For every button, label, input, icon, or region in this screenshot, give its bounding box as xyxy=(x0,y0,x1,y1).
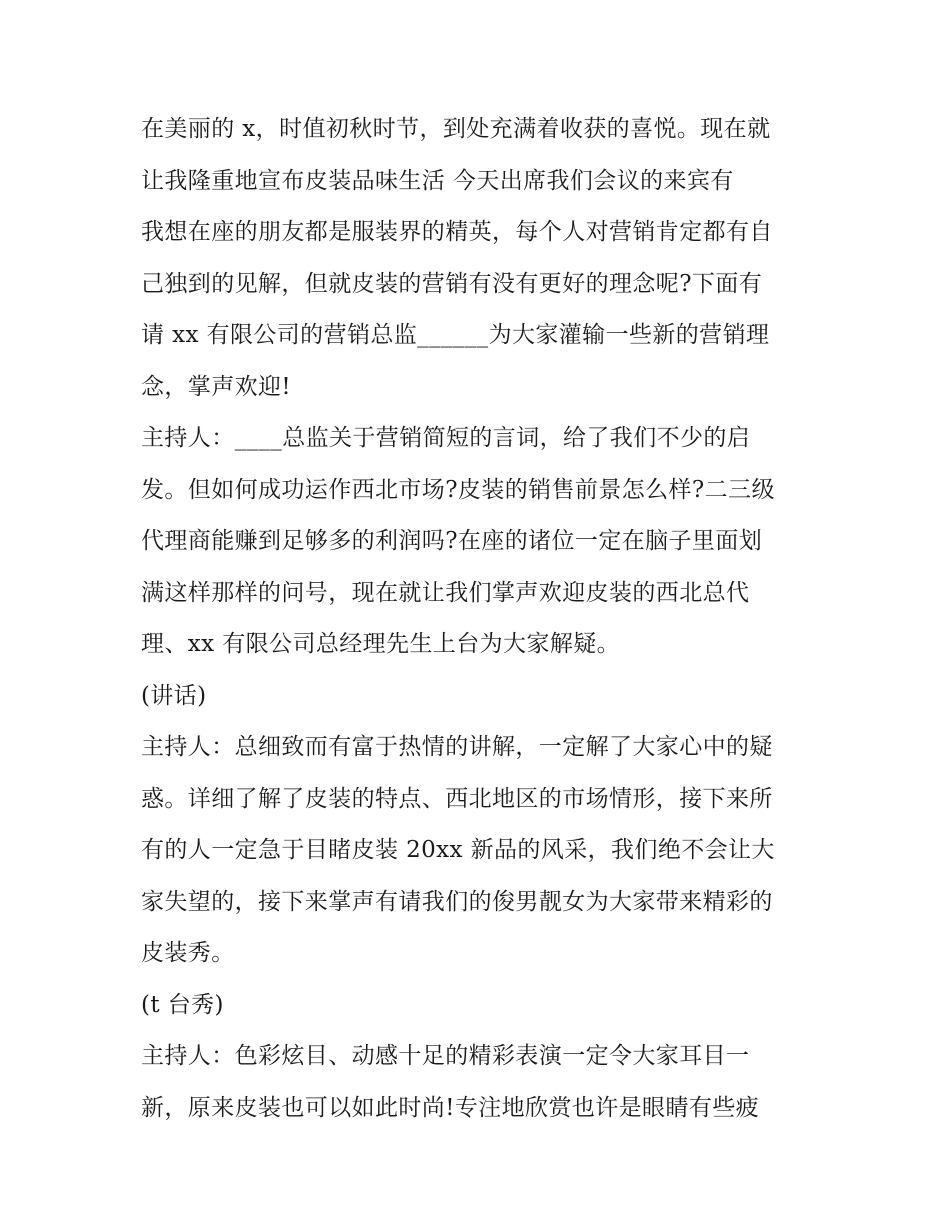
text-line: 让我隆重地宣布皮装品味生活 今天出席我们会议的来宾有 xyxy=(141,167,734,194)
text-line: 惑。详细了解了皮装的特点、西北地区的市场情形，接下来所 xyxy=(141,785,773,812)
text-line: 主持人：总细致而有富于热情的讲解，一定解了大家心中的疑 xyxy=(141,734,773,760)
text-line: 满这样那样的问号，现在就让我们掌声欢迎皮装的西北总代 xyxy=(141,579,750,606)
text-line: 主持人：色彩炫目、动感十足的精彩表演一定令大家耳目一 xyxy=(141,1043,750,1069)
document-body xyxy=(141,104,821,1134)
text-line: 皮装秀。 xyxy=(141,940,235,966)
text-line: 代理商能赚到足够多的利润吗?在座的诸位一定在脑子里面划 xyxy=(141,528,763,554)
text-line: 请 xx 有限公司的营销总监______为大家灌输一些新的营销理 xyxy=(141,322,770,348)
text-line: 己独到的见解，但就皮装的营销有没有更好的理念呢?下面有 xyxy=(141,270,763,297)
text-line: 念，掌声欢迎! xyxy=(141,373,292,400)
text-line: (t 台秀) xyxy=(141,991,224,1018)
text-line: 理、xx 有限公司总经理先生上台为大家解疑。 xyxy=(141,631,621,657)
text-line: (讲话) xyxy=(141,682,207,709)
text-line: 在美丽的 x，时值初秋时节，到处充满着收获的喜悦。现在就 xyxy=(141,116,771,142)
text-line: 有的人一定急于目睹皮装 20xx 新品的风采，我们绝不会让大 xyxy=(141,837,775,863)
text-line: 家失望的，接下来掌声有请我们的俊男靓女为大家带来精彩的 xyxy=(141,888,773,915)
text-line: 新，原来皮装也可以如此时尚!专注地欣赏也许是眼睛有些疲 xyxy=(141,1094,760,1121)
text-line: 我想在座的朋友都是服装界的精英，每个人对营销肯定都有自 xyxy=(141,219,773,245)
text-line: 主持人：____总监关于营销简短的言词，给了我们不少的启 xyxy=(141,425,751,451)
text-line: 发。但如何成功运作西北市场?皮装的销售前景怎么样?二三级 xyxy=(141,476,775,503)
